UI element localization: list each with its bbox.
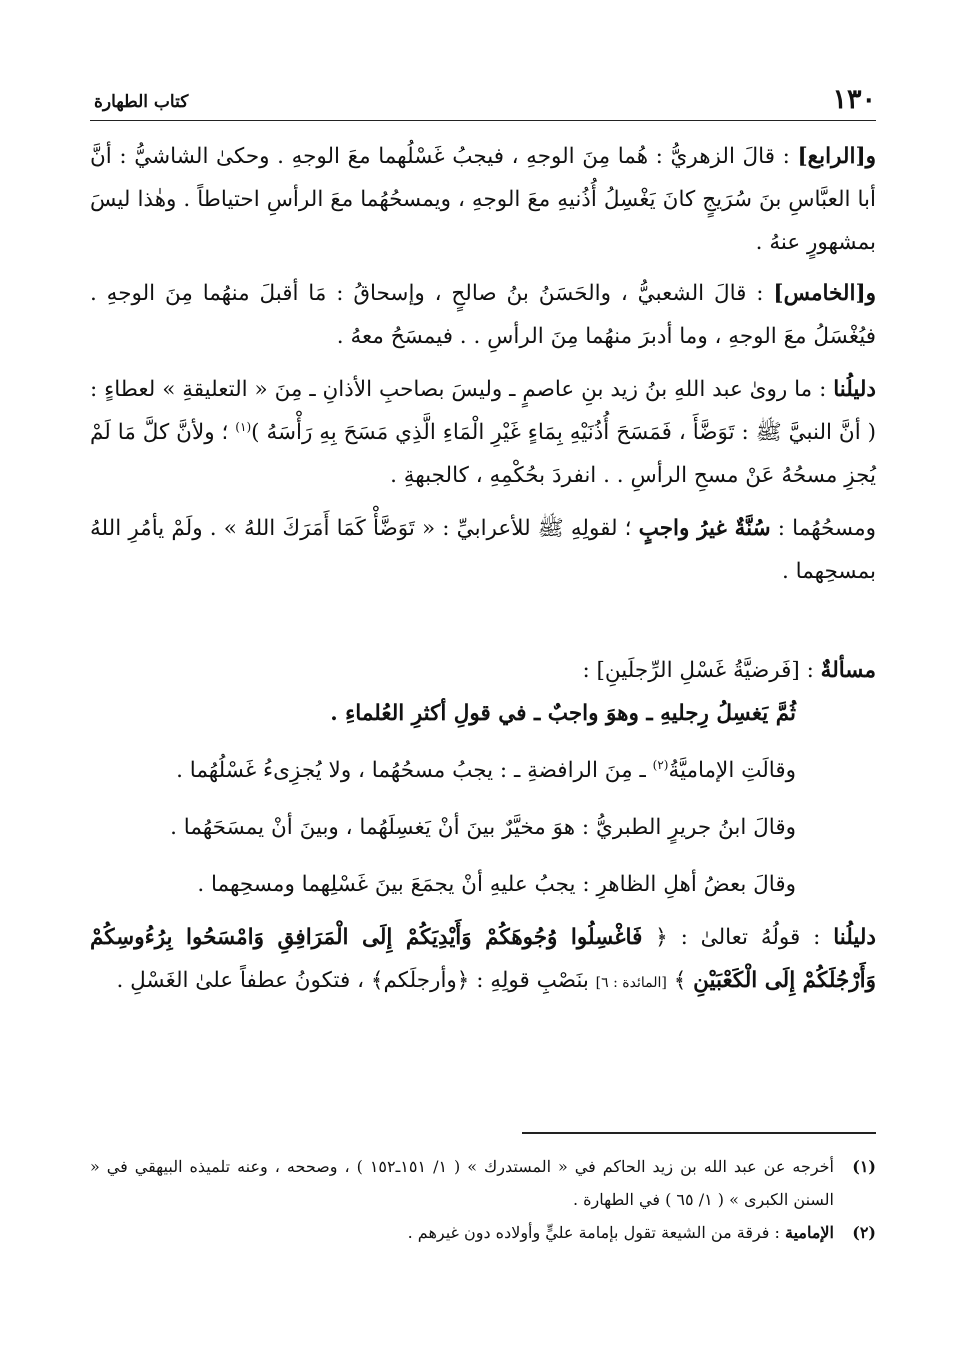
page-number: ١٣٠ (832, 84, 876, 115)
opinion-tabari: وقالَ ابنُ جريرٍ الطبريُّ : هوَ مخيَّرٌ بينَ أنْ يَغسِلَهُما ، وبينَ أنْ يمسَحَهُما . (170, 815, 796, 840)
opinion-text: ـ مِنَ الرافضةِ ـ : يجبُ مسحُهُما ، ولا يُجزِىءُ غَسْلُهُما . (176, 758, 653, 783)
footnote-ref-1[interactable]: (١) (235, 419, 252, 434)
paragraph-text: : قالَ الزهريُّ : هُما مِنَ الوجهِ ، فيجبُ غَسْلُهما معَ الوجهِ . وحكىٰ الشاشيُّ : أنَّ أبا العبَّاسِ بنَ سُرَيجٍ كانَ يَغْسِلُ أُذُنيهِ معَ الوجهِ ، ويمسحُهُما معَ الرأسِ احتياطاً . وهٰذا ليسَ بمشهورٍ عنهُ . (90, 144, 876, 255)
footnote-body (90, 1216, 834, 1249)
issue-main-statement (90, 692, 876, 735)
footnote-separator (522, 1132, 876, 1134)
paragraph-text: ﴾ (666, 968, 694, 993)
issue-label: مسألةٌ (820, 658, 876, 683)
statement-text: في قولِ أكثرِ العُلماءِ (345, 701, 527, 726)
book-page (90, 84, 876, 1344)
paragraph-text: ؛ ولأنَّ كلَّ مَا لَمْ يُجزِ مسحُهُ عَنْ مسحِ الرأسِ . . انفردَ بحُكْمِهِ ، كالجبهةِ . (90, 420, 876, 488)
quran-verse: فَاغْسِلُوا وُجُوهَكُمْ وَأَيْدِيَكُمْ إِلَى الْمَرَافِقِ وَامْسَحُوا بِرُءُوسِكُمْ وَأَرْجُلَكُمْ إِلَى الْكَعْبَيْنِ (90, 925, 876, 993)
hadith-quote: تَوَضَّأْ كَمَا أَمَرَكَ اللهُ (244, 516, 415, 541)
opinion-label: و[الخامس] (773, 281, 876, 306)
footnote-number: (٢) (852, 1223, 876, 1242)
ruling-highlight: سُنَّةٌ غيرُ واجبٍ (638, 516, 771, 541)
hadith-quote: تَوَضَّأَ ، فَمَسَحَ أُذُنَيْهِ بِمَاءٍ غَيْرِ الْمَاءِ الَّذِي مَسَحَ بِهِ رَأْسَهُ (266, 420, 735, 445)
footnote-text: أخرجه عن عبد الله بن زيد الحاكم في « المستدرك » ( ١/ ١٥١ـ١٥٢ ) ، وصححه ، وعنه تلميذه البيهقي في « السنن الكبرى » ( ١/ ٦٥ ) في الطهارة . (90, 1157, 835, 1209)
footnotes (90, 1150, 876, 1249)
paragraph-text: » . ولَمْ يأمُرِ اللهُ بمسحِهما . (90, 516, 876, 584)
opinion-zahiri: وقالَ بعضُ أهلِ الظاهرِ : يجبُ عليهِ أنْ يجمَعَ بينَ غَسْلِهما ومسحِهما . (197, 872, 796, 897)
footnote-number: (١) (852, 1157, 876, 1176)
paragraph-text: : قولُهُ تعالىٰ : ﴿ (642, 925, 834, 950)
statement-text: . (330, 701, 346, 726)
verse-citation: [المائدة : ٦] (595, 975, 667, 991)
footnote-text: : فرقة من الشيعة تقول بإمامة عليٍّ وأولاده دون غيرهم . (407, 1223, 785, 1242)
paragraph-text: بنَصْبِ قولِهِ : ﴿وأرجلَكم﴾ ، فتكونُ عطفاً علىٰ الغَسْلِ . (116, 968, 596, 993)
statement-text: ثُمَّ يَغسِلُ رِجليهِ ـ وهوَ واجبٌ ـ (526, 701, 796, 726)
main-text (90, 135, 876, 1005)
issue-heading (90, 649, 876, 692)
evidence-label: دليلُنا (833, 925, 876, 950)
paragraph-text: ) (251, 420, 267, 445)
opinion-imamiyya (90, 749, 876, 792)
opinion-label: و[الرابع] (797, 144, 876, 169)
footnote-term: الإمامية (785, 1223, 834, 1242)
paragraph-text: ومسحُهُما : (770, 516, 877, 541)
footnote-1 (90, 1150, 876, 1216)
paragraph-fifth-opinion (90, 272, 876, 358)
paragraph-text: : ما روىٰ عبد اللهِ بنُ زيد بنِ عاصمٍ ـ وليسَ بصاحبِ الأذانِ ـ مِنَ « التعليقةِ » لعطاءٍ : ( أنَّ النبيَّ ﷺ : (90, 377, 876, 445)
paragraph-evidence-quran (90, 916, 876, 1005)
issue-section (90, 649, 876, 906)
footnote-ref-2[interactable]: (٢) (652, 757, 669, 772)
paragraph-wiping-ruling (90, 507, 876, 593)
running-title: كتاب الطهارة (94, 92, 189, 112)
paragraph-text: ؛ لقولِهِ ﷺ للأعرابيِّ : « (414, 516, 639, 541)
evidence-label: دليلُنا (833, 377, 876, 402)
paragraph-fourth-opinion (90, 135, 876, 264)
page-header (90, 84, 876, 121)
paragraph-evidence (90, 368, 876, 497)
footnote-2 (90, 1216, 876, 1249)
paragraph-text: : قالَ الشعبيُّ ، والحَسَنُ بنُ صالحٍ ، وإسحاقُ : مَا أقبلَ منهُما مِنَ الوجهِ . فيُغْسَلُ معَ الوجهِ ، وما أدبرَ منهُما مِنَ الرأسِ . . فيمسَحُ معهُ . (90, 281, 876, 349)
issue-title: : [فَرضيَّةُ غَسْلِ الرِّجلَينِ] : (582, 658, 821, 683)
opinion-text: وقالَتِ الإماميَّةُ (668, 758, 796, 783)
